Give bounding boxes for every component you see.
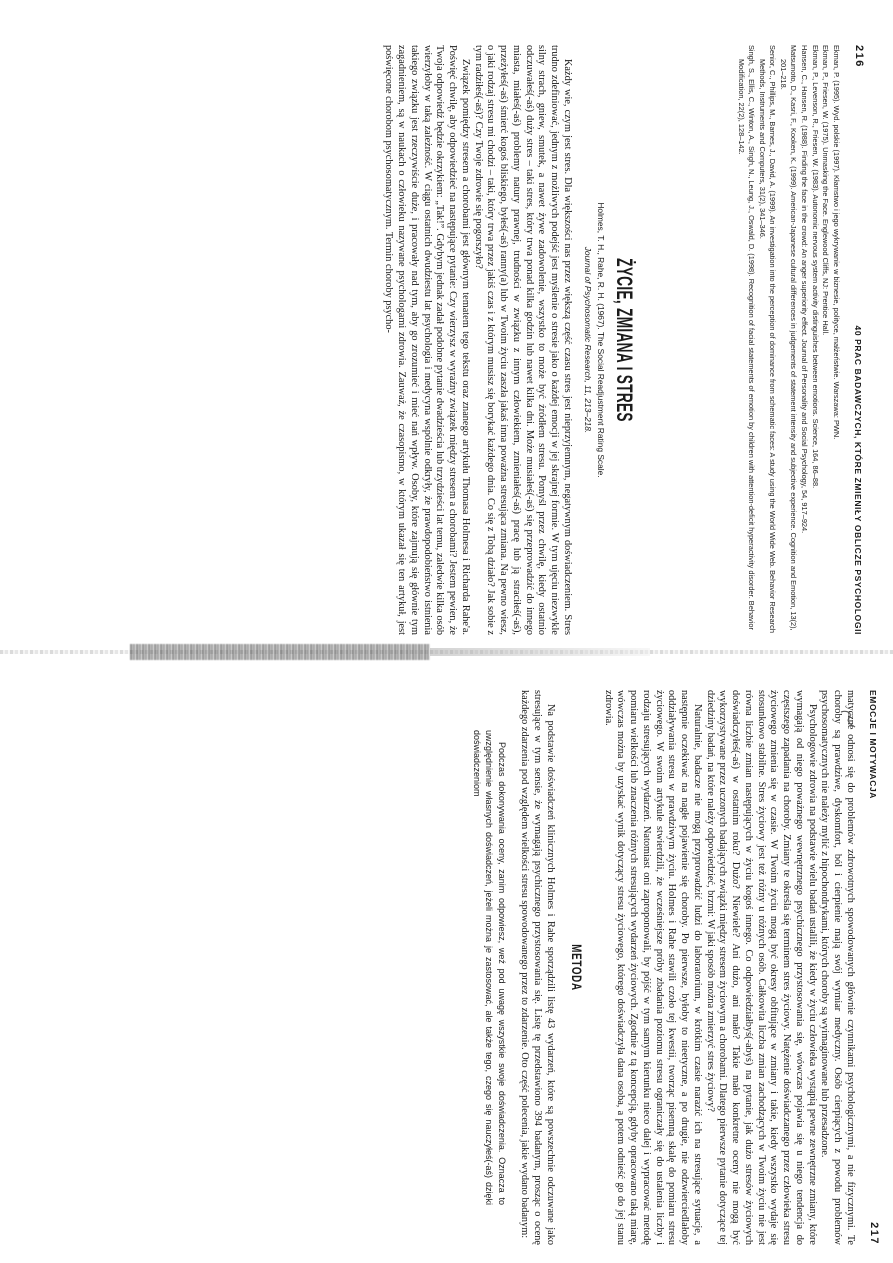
- body-text-217: [41, 690, 856, 1245]
- book-page-217: [30, 690, 880, 1245]
- page-number: 216: [853, 45, 865, 68]
- paragraph: matyczne odnosi się do problemów zdrowotnych spowodowanych głównie czynnikami psychologicznymi, a nie fizycznymi. Te choroby są prawdziwe, dyskomfort, ból i cierpienie mają swój wymiar medyczny. Osób cierpiących z powodu problemów psychosomatycznych nie należy mylić z hipochondrykami, których choroby są wyimaginowane lub przesadzone.: [819, 690, 856, 1245]
- reference-item: Singh, S., Ellis, C., Winton, A., Singh, N., Leung, J., Oswald, D. (1998). Recognition of facial statements of emotion by children with attention-deficit hyperactivity disorder. Behavior Modification, 22(2), 128–142.: [736, 45, 757, 630]
- running-head-217: [864, 690, 880, 1245]
- reference-item: Senior, C., Phillips, M., Barnes, J., David, A. (1999). An investigation into the perception of dominance from schematic faces: A study using the World Wide Web. Behavior Research Methods, Instruments and Computers, 31(2), 341–346.: [757, 45, 778, 633]
- section-heading: METODA: [569, 944, 585, 991]
- body-text-216: [18, 45, 573, 635]
- running-head-title: EMOCJE I MOTYWACJA: [868, 690, 878, 800]
- gutter-dark-streak: [130, 644, 430, 660]
- paragraph: Psychologowie zdrowia na podstawie wielu badań ustalili, że kiedy w życiu człowieka wystąpią pewne zewnętrzne zmiany, które wymagają od niego poważnego wewnętrznego psychicznego przystosowania się, wówczas pojawia się u niego tendencja do częstszego zapadania na choroby. Zmiany te określa się terminem stres życiowy. Natężenie doświadczanego przez człowieka stresu życiowego zmienia się w czasie. W Twoim życiu mogą być okresy obfitujące w zmiany i takie, kiedy wszystko wydaje się stosunkowo stabilne. Stres życiowy jest też różny u różnych osób. Całkowita liczba zmian zachodzących w Twoim życiu nie jest równa liczbie zmian następujących w życiu kogoś innego. Co odpowiedziałbyś(-abyś) na pytanie, jak dużo stresów życiowych doświadczyłeś(-aś) w ostatnim roku? Dużo? Niewiele? Ani dużo, ani mało? Takie mało konkretne oceny nie mogą być wykorzystywane przez uczonych badających związki między stresem życiowym a chorobami. Dlatego pierwsze pytanie dotyczące tej dziedziny badań, na które należy odpowiedzieć, brzmi: W jaki sposób można zmierzyć stres życiowy?: [704, 690, 818, 1245]
- chapter-source-citation: [582, 45, 607, 635]
- reference-item: Hansen, C., Hansen, R. (1988). Finding the face in the crowd: An anger superiority effect. Journal of Personality and Social Psychology, 54, 917–924.: [799, 45, 809, 534]
- reference-item: Ekman, P., Levenson, R., Friesen, W. (1983). Autonomic nervous system activity distinguishes between emotions. Science, 164, 86–88.: [810, 45, 820, 489]
- paragraph: Każdy wie, czym jest stres. Dla większości nas przez większą część czasu stres jest nieprzyjemnym, negatywnym doświadczeniem. Stres trudno zdefiniować, jednym z możliwych podejść jest myślenie o stresie jako o każdej emocji w jej skrajnej formie. W tym ujęciu niezwykle silny strach, gniew, smutek, a nawet żywe zadowolenie, wszystko to może być źródłem stresu. Pomyśl przez chwilę, kiedy ostatnio odczuwałeś(-aś) duży stres – taki stres, który trwa ponad kilka godzin lub nawet kilka dni. Może musiałeś(-aś) się przeprowadzić do innego miasta, miałeś(-aś) problemy natury prawnej, trudności w związku z innym człowiekiem, zmieniałeś(-aś) pracę lub ją straciłeś(-aś), przeżyłeś(-aś) śmierć kogoś bliskiego, byłeś(-aś) ranny(a) lub w Twoim życiu zaszła jakaś inna poważna stresująca zmiana. Na pewno wiesz, o jaki rodzaj stresu mi chodzi – taki, który trwa przez jakiś czas i z którym musisz się borykać każdego dnia. Co się z Tobą działo? Jak sobie z tym radziłeś(-aś)? Czy Twoje zdrowie się pogorszyło?: [472, 45, 573, 635]
- pen-mark-icon: [838, 708, 858, 730]
- paragraph: Na podstawie doświadczeń klinicznych Holmes i Rahe sporządzili listę 43 wydarzeń, które są powszechnie odczuwane jako stresujące w tym sensie, że wymagają psychicznego przystosowania się. Listę tę przedstawiono 394 badanym, prosząc o ocenę każdego zdarzenia pod względem wielkości stresu spowodowanego przez to zdarzenie. Oto część polecenia, jakie wydano badanym:: [519, 690, 556, 1245]
- running-head-title: 40 PRAC BADAWCZYCH, KTÓRE ZMIENIŁY OBLICZE PSYCHOLOGII: [853, 325, 863, 635]
- instruction-quote: Podczas dokonywania oceny, zanim odpowiesz, weź pod uwagę wszystkie swoje doświadczenia. Oznacza to uwzględnienie własnych doświadczeń, jeżeli można je zastosować, ale także tego, czego się nauczyłeś(-aś) dzięki doświadczeniom: [471, 730, 507, 1205]
- references-list: [735, 45, 841, 635]
- scan-gutter: [0, 640, 893, 666]
- paragraph: Związek pomiędzy stresem a chorobami jest głównym tematem tego tekstu oraz znanego artykułu Thomasa Holmesa i Richarda Rahe'a. Poświęć chwilę, aby odpowiedzieć na następujące pytanie: Czy wierzysz w wyraźny związek między stresem a chorobami? Jestem pewien, że Twoja odpowiedź będzie okrzykiem: „Tak!”. Gdybym jednak zadał podobne pytanie dwadzieścia lub trzydzieści lat temu, zaledwie kilka osób wierzyłoby w taką zależność. W ciągu ostatnich dwudziestu lat psychologia i medycyna wspólnie odkryły, że prawdopodobieństwo istnienia takiego związku jest rzeczywiście duże, i pracowały nad tym, aby go zrozumieć i mieć nań wpływ. Osoby, które zajmują się głównie tym zagadnieniem, są w naukach o człowieku nazywane psychologami zdrowia. Zauważ, że czasopismo, w którym ukazał się ten artykuł, jest poświęcone chorobom psychosomatycznym. Termin choroby psycho-: [383, 45, 471, 635]
- reference-item: Ekman, P. (1995). Wyd. polskie (1997). Kłamstwo i jego wykrywanie w biznesie, polityce, małżeństwie. Warszawa: PWN.: [832, 45, 841, 440]
- reference-item: Matsumoto, D., Kasri, F., Kooken, K. (1999). American-Japanese cultural differences in judgements of statement intensity and subjective experience. Cognition and Emotion, 13(2), 201–218.: [778, 45, 799, 631]
- paragraph: Naturalnie, badacze nie mogą przyprowadzić ludzi do laboratorium, w krótkim czasie narazić ich na stresujące sytuacje, a następnie oczekiwać na nagłe pojawienie się choroby. Po pierwsze, byłoby to nieetyczne, a po drugie, nie odzwierciedlałoby oddziaływania stresu w prawdziwym życiu. Holmes i Rahe stawili czoło tej kwestii, tworząc pisemną skalę do pomiaru stresu życiowego. W swoim artykule stwierdzili, że wcześniejsze próby zbadania poziomu stresu ograniczały się do ustalenia liczby i rodzaju stresujących wydarzeń. Natomiast oni zaproponowali, by pójść w tym samym kierunku nieco dalej i wypracować metodę pomiaru wielkości lub znaczenia różnych stresujących wydarzeń życiowych. Zgodnie z tą koncepcją, gdyby opracowano taką miarę, wówczas można by uzyskać wynik dotyczący stresu życiowego, którego doświadczyła dana osoba, a potem odnieść go do jej stanu zdrowia.: [602, 690, 703, 1245]
- gutter-fade: [430, 648, 650, 656]
- chapter-title: ŻYCIE, ZMIANA I STRES: [612, 258, 637, 422]
- running-head-216: [849, 45, 865, 635]
- citation-line: Holmes, T. H., Rahe, R. H. (1967). The Social Readjustment Rating Scale.: [596, 202, 606, 478]
- page-number: 217: [868, 1222, 880, 1245]
- citation-journal-line: Journal of Psychosomatic Research, 11, 213–218.: [583, 246, 594, 434]
- book-page-216: [10, 45, 865, 635]
- reference-item: Ekman, P., Friesen, W. (1975). Unmasking the Face. Englewood Cliffs, NJ: Prentice Hall.: [821, 45, 831, 336]
